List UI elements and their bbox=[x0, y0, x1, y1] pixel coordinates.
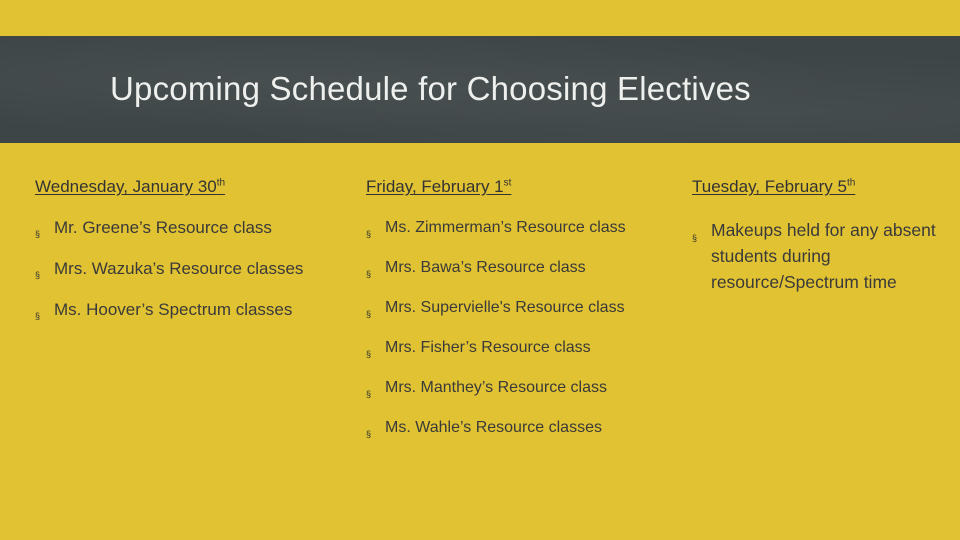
list-item-text: Mrs. Supervielle's Resource class bbox=[385, 299, 625, 316]
bullet-icon: § bbox=[692, 233, 698, 243]
list-item-text: Mrs. Wazuka’s Resource classes bbox=[54, 259, 304, 278]
column-heading-text: Wednesday, January 30 bbox=[35, 177, 217, 196]
list-item bbox=[366, 257, 686, 297]
list-item-text: Mr. Greene’s Resource class bbox=[54, 218, 272, 237]
column-heading-ordinal: th bbox=[216, 177, 226, 189]
column-heading bbox=[35, 176, 355, 198]
bullet-icon: § bbox=[35, 311, 41, 321]
schedule-column-friday bbox=[366, 176, 686, 457]
list-item-text: Mrs. Manthey’s Resource class bbox=[385, 379, 607, 396]
list-item bbox=[366, 297, 686, 337]
class-list bbox=[35, 217, 355, 340]
list-item bbox=[366, 217, 686, 257]
list-item-text: Mrs. Fisher’s Resource class bbox=[385, 339, 591, 356]
bullet-icon: § bbox=[366, 429, 372, 439]
slide-title: Upcoming Schedule for Choosing Electives bbox=[110, 70, 751, 107]
list-item-text: Makeups held for any absent students during resource/Spectrum time bbox=[711, 220, 936, 292]
list-item bbox=[35, 217, 355, 258]
list-item bbox=[35, 258, 355, 299]
list-item bbox=[366, 377, 686, 417]
column-heading bbox=[692, 176, 952, 198]
bullet-icon: § bbox=[366, 269, 372, 279]
bullet-icon: § bbox=[35, 229, 41, 239]
bullet-icon: § bbox=[366, 309, 372, 319]
column-heading-text: Tuesday, February 5 bbox=[692, 177, 847, 196]
bullet-icon: § bbox=[366, 349, 372, 359]
list-item bbox=[35, 299, 355, 340]
class-list bbox=[692, 217, 952, 295]
column-heading-ordinal: st bbox=[503, 177, 512, 189]
title-band bbox=[0, 36, 960, 143]
schedule-column-wednesday bbox=[35, 176, 355, 340]
list-item-text: Ms. Hoover’s Spectrum classes bbox=[54, 300, 293, 319]
list-item-text: Ms. Zimmerman’s Resource class bbox=[385, 219, 626, 236]
column-heading-text: Friday, February 1 bbox=[366, 177, 504, 196]
schedule-column-tuesday bbox=[692, 176, 952, 295]
bullet-icon: § bbox=[35, 270, 41, 280]
column-heading-ordinal: th bbox=[846, 177, 856, 189]
list-item bbox=[366, 337, 686, 377]
list-item bbox=[366, 417, 686, 457]
column-heading bbox=[366, 176, 686, 198]
class-list bbox=[366, 217, 686, 457]
list-item-text: Ms. Wahle’s Resource classes bbox=[385, 419, 602, 436]
list-item-text: Mrs. Bawa’s Resource class bbox=[385, 259, 586, 276]
bullet-icon: § bbox=[366, 389, 372, 399]
list-item bbox=[692, 217, 941, 295]
bullet-icon: § bbox=[366, 229, 372, 239]
